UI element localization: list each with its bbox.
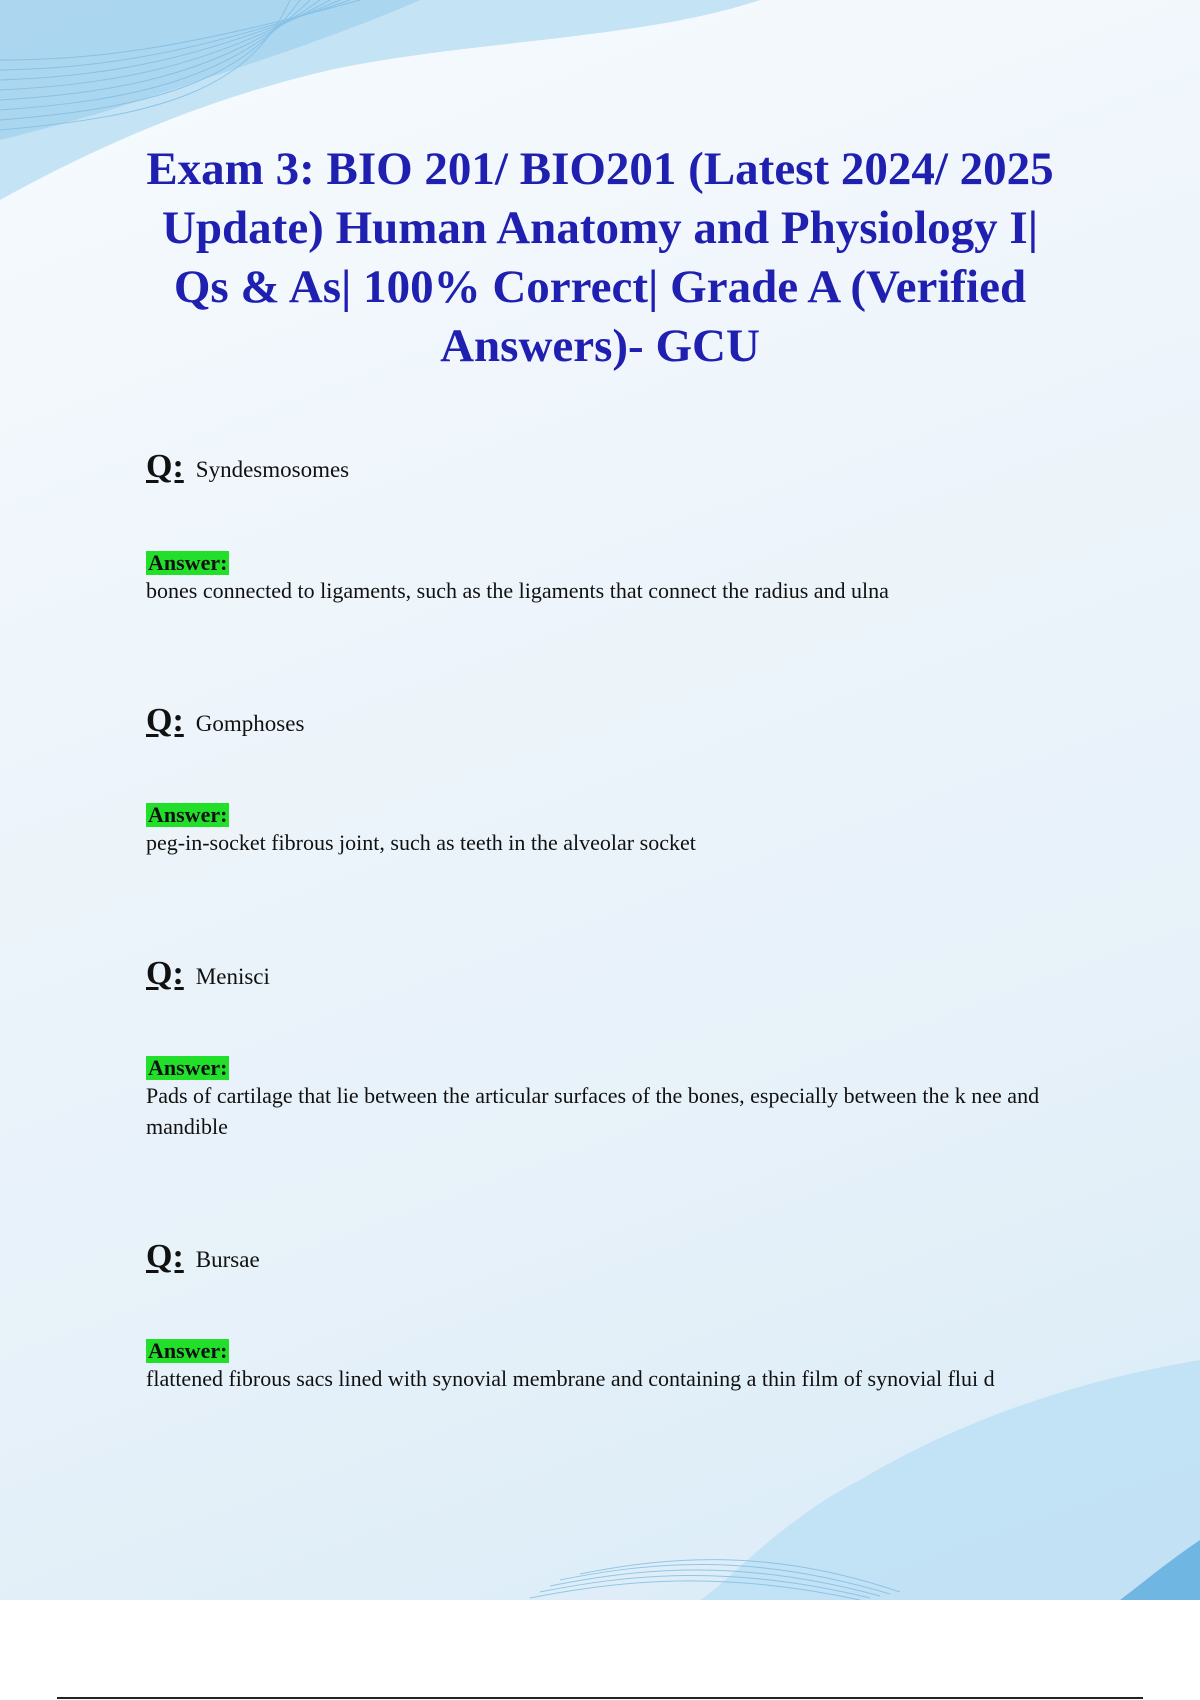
answer-text: flattened fibrous sacs lined with synovial membrane and containing a thin film of synovial flui d	[146, 1366, 995, 1391]
question-row	[146, 955, 1096, 993]
answer-text: peg-in-socket fibrous joint, such as teeth in the alveolar socket	[146, 830, 696, 855]
qa-item	[146, 955, 1096, 993]
answer-label: Answer:	[148, 1338, 228, 1363]
question-row	[146, 448, 1096, 486]
question-marker: Q:	[146, 702, 184, 739]
question-row	[146, 702, 1096, 740]
answer-text: Pads of cartilage that lie between the articular surfaces of the bones, especially between the k nee and mandible	[146, 1083, 1040, 1139]
question-row	[146, 1238, 1096, 1276]
answer-block	[146, 803, 1096, 858]
answer-block	[146, 1339, 1096, 1394]
answer-label: Answer:	[148, 1055, 228, 1080]
qa-item	[146, 702, 1096, 740]
answer-block	[146, 551, 1096, 606]
answer-block	[146, 1056, 1096, 1142]
question-text: Syndesmosomes	[195, 457, 350, 482]
question-marker: Q:	[146, 1238, 184, 1275]
question-marker: Q:	[146, 955, 184, 992]
footer-divider	[57, 1697, 1143, 1699]
question-marker: Q:	[146, 448, 184, 485]
document-title: Exam 3: BIO 201/ BIO201 (Latest 2024/ 2025 Update) Human Anatomy and Physiology I| Qs & As| 100% Correct| Grade A (Verified Answers)- GCU	[146, 143, 1054, 372]
answer-label: Answer:	[148, 802, 228, 827]
question-text: Gomphoses	[195, 711, 305, 736]
answer-label: Answer:	[148, 550, 228, 575]
answer-text: bones connected to ligaments, such as the ligaments that connect the radius and ulna	[146, 578, 889, 603]
qa-item	[146, 448, 1096, 486]
qa-item	[146, 1238, 1096, 1276]
question-text: Menisci	[195, 964, 270, 989]
question-text: Bursae	[195, 1247, 260, 1272]
